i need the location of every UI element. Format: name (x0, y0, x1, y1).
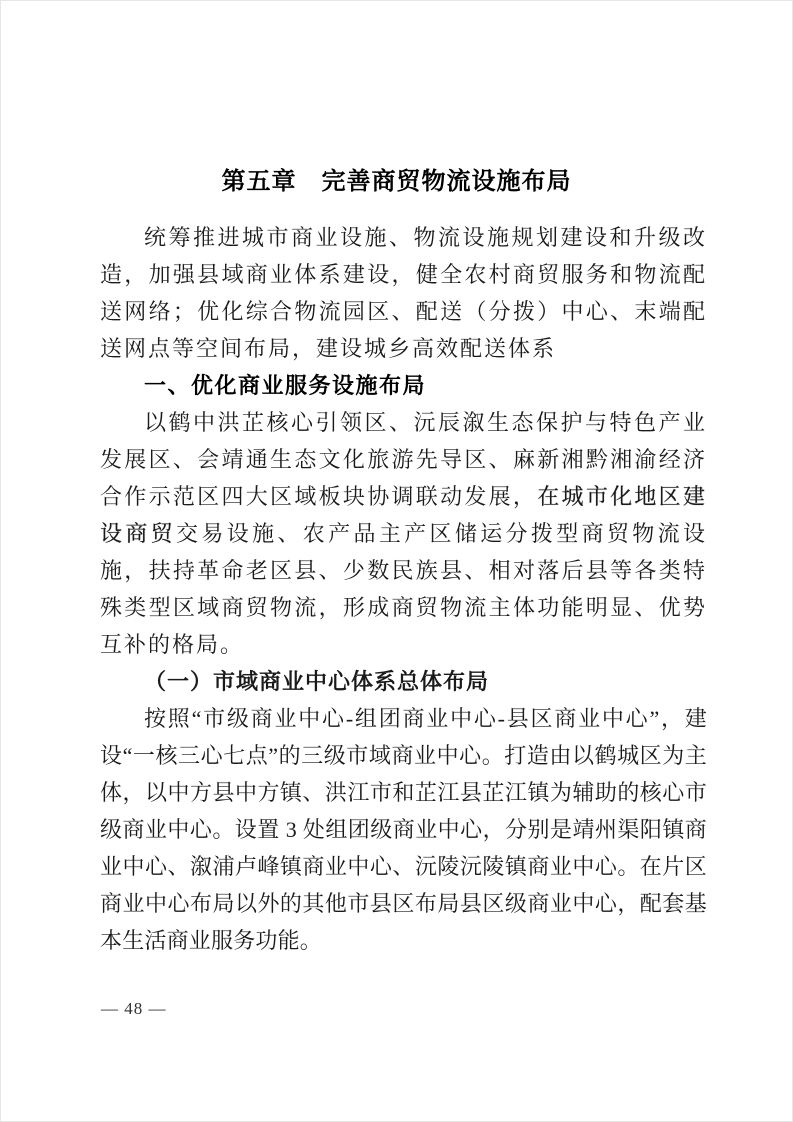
section-paragraph-emphasis: 在城市化地区建设商贸 (100, 484, 707, 546)
section-paragraph (100, 404, 707, 663)
page-number: — 48 — (101, 999, 167, 1018)
chapter-title: 第五章 完善商贸物流设施布局 (221, 168, 572, 195)
section-paragraph-post: 交易设施、农产品主产区储运分拨型商贸物流设施，扶持革命老区县、少数民族县、相对落后县等各类特殊类型区域商贸物流，形成商贸物流主体功能明显、优势互补的格局。 (100, 521, 707, 657)
subsection-heading: （一）市域商业中心体系总体布局 (144, 669, 490, 694)
section-paragraph-pre: 以鹤中洪芷核心引领区、沅辰溆生态保护与特色产业发展区、会靖通生态文化旅游先导区、麻新湘黔湘渝经济合作示范区四大区域板块协调联动发展， (100, 410, 707, 509)
document-body (100, 219, 707, 959)
subsection-paragraph: 按照“市级商业中心-组团商业中心-县区商业中心”，建设“一核三心七点”的三级市域商业中心。打造由以鹤城区为主体，以中方县中方镇、洪江市和芷江县芷江镇为辅助的核心市级商业中心。设置 3 处组团级商业中心，分别是靖州渠阳镇商业中心、溆浦卢峰镇商业中心、沅陵沅陵镇商业中心。在片区商业中心布局以外的其他市县区布局县区级商业中心，配套基本生活商业服务功能。 (100, 706, 707, 953)
intro-paragraph: 统筹推进城市商业设施、物流设施规划建设和升级改造，加强县域商业体系建设，健全农村商贸服务和物流配送网络；优化综合物流园区、配送（分拨）中心、末端配送网点等空间布局，建设城乡高效配送体系 (100, 225, 707, 361)
section-heading: 一、优化商业服务设施布局 (144, 373, 427, 398)
